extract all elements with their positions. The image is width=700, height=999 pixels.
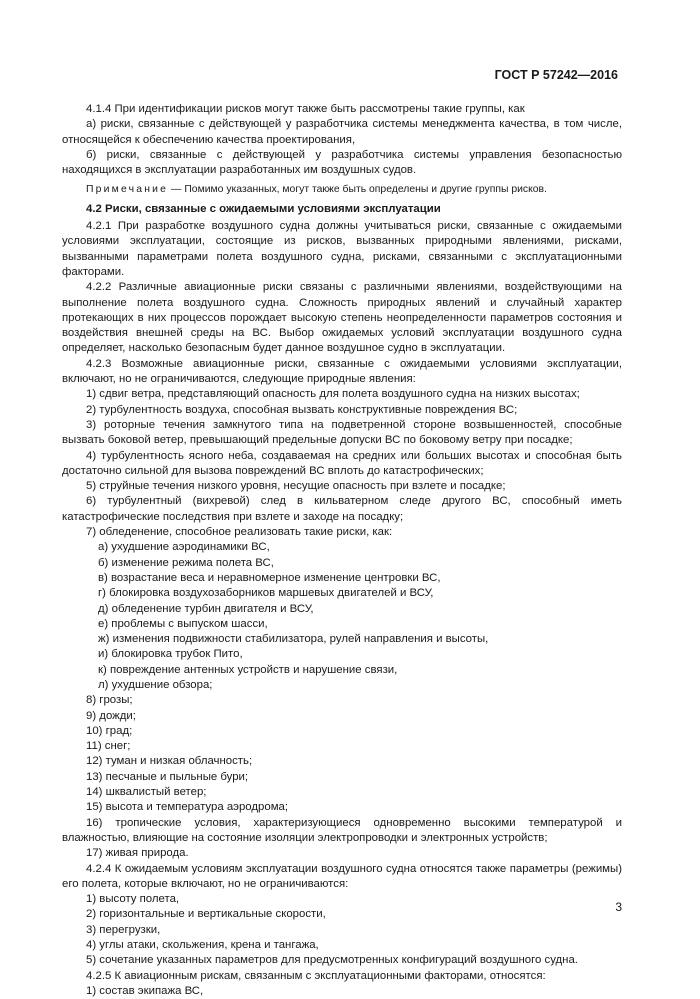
note-text: — Помимо указанных, могут также быть определены и другие группы рисков. — [168, 184, 547, 196]
sublist-item: б) изменение режима полета ВС, — [98, 556, 274, 569]
list-item: 11) снег; — [86, 740, 131, 753]
paragraph-4-2-1: 4.2.1 При разработке воздушного судна должны учитываться риски, связанные с ожидаемыми условиями эксплуатации, состоящие из рисков, вызванных природными явлениями, рисками, вызванными параметрами полета воздушного судна, рисками, связанными с эксплуатационными факторами. — [62, 220, 622, 278]
list-item: 14) шквалистый ветер; — [86, 786, 207, 799]
page-number: 3 — [615, 900, 622, 914]
sublist-item: ж) изменения подвижности стабилизатора, рулей направления и высоты, — [98, 633, 489, 646]
list-item: 1) высоту полета, — [86, 893, 180, 906]
sublist-item: в) возрастание веса и неравномерное изменение центровки ВС, — [98, 571, 441, 584]
paragraph-4-1-4: 4.1.4 При идентификации рисков могут также быть рассмотрены такие группы, как — [86, 103, 525, 115]
list-item: 5) сочетание указанных параметров для предусмотренных конфигураций воздушного судна. — [86, 954, 578, 967]
list-item: 4) углы атаки, скольжения, крена и тангажа, — [86, 939, 319, 952]
sublist-item: к) повреждение антенных устройств и нарушение связи, — [98, 663, 398, 676]
list-item: 6) турбулентный (вихревой) след в кильватерном следе другого ВС, способный иметь катастрофические последствия при взлете и заходе на посадку; — [62, 495, 622, 523]
sublist-item: л) ухудшение обзора; — [98, 678, 213, 691]
list-item: 1) сдвиг ветра, представляющий опасность для полета воздушного судна на низких высотах; — [86, 388, 580, 401]
list-item: 12) туман и низкая облачность; — [86, 755, 253, 768]
paragraph-4-2-4: 4.2.4 К ожидаемым условиям эксплуатации воздушного судна относятся также параметры (режимы) его полета, которые включают, но не ограничиваются: — [62, 862, 622, 890]
paragraph-4-2-2: 4.2.2 Различные авиационные риски связаны с различными явлениями, воздействующими на выполнение полета воздушного судна. Сложность природных явлений и случайный характер протекающих в них процессов порождает высокую степень неопределенности параметров состояния и воздействия внешней среды на ВС. Выбор ожидаемых условий эксплуатации воздушного судна определяет, насколько безопасным будет данное воздушное судно в эксплуатации. — [62, 281, 622, 355]
list-item: 1) состав экипажа ВС, — [86, 984, 204, 997]
paragraph-4-2-5: 4.2.5 К авиационным рискам, связанным с эксплуатационными факторами, относятся: — [86, 969, 546, 982]
sublist-item: и) блокировка трубок Пито, — [98, 648, 243, 661]
list-item: 2) турбулентность воздуха, способная вызвать конструктивные повреждения ВС; — [86, 403, 518, 416]
list-item: 13) песчаные и пыльные бури; — [86, 770, 249, 783]
list-item: 7) обледенение, способное реализовать такие риски, как: — [86, 526, 393, 539]
list-item: 16) тропические условия, характеризующиеся одновременно высокими температурой и влажностью, влияющие на состояние изоляции электропроводки и электронных устройств; — [62, 816, 622, 844]
list-item: 8) грозы; — [86, 694, 133, 707]
list-item: 3) роторные течения замкнутого типа на подветренной стороне возвышенностей, способные вызвать боковой ветер, превышающий предельные допуски ВС по боковому ветру при посадке; — [62, 418, 622, 447]
list-item: 5) струйные течения низкого уровня, несущие опасность при взлете и посадке; — [86, 480, 506, 493]
document-header-code: ГОСТ Р 57242—2016 — [494, 68, 618, 82]
paragraph-4-1-4-b: б) риски, связанные с действующей у разработчика системы управления безопасностью находящихся в эксплуатации разработанных им воздушных судов. — [62, 148, 622, 177]
note-title: Примечание — [86, 184, 169, 196]
list-item: 10) град; — [86, 724, 133, 737]
paragraph-4-1-4-a: а) риски, связанные с действующей у разработчика системы менеджмента качества, в том числе, относящейся к обеспечению качества проектирования, — [62, 118, 622, 146]
paragraph-4-2-3: 4.2.3 Возможные авиационные риски, связанные с ожидаемыми условиями эксплуатации, включают, но не ограничиваются, следующие природные явления: — [62, 357, 622, 386]
note — [62, 182, 622, 197]
list-item: 2) горизонтальные и вертикальные скорости, — [86, 908, 326, 921]
sublist-item: а) ухудшение аэродинамики ВС, — [98, 541, 270, 554]
list-item: 4) турбулентность ясного неба, создаваемая на средних или больших высотах и способная быть достаточно сильной для вызова повреждений ВС вплоть до катастрофических; — [62, 449, 622, 477]
sublist-item: д) обледенение турбин двигателя и ВСУ, — [98, 602, 314, 615]
list-item: 15) высота и температура аэродрома; — [86, 801, 289, 814]
sublist-item: г) блокировка воздухозаборников маршевых двигателей и ВСУ, — [98, 587, 434, 600]
document-body — [62, 102, 622, 999]
list-item: 9) дожди; — [86, 709, 136, 722]
list-item: 3) перегрузки, — [86, 923, 161, 936]
sublist-item: е) проблемы с выпуском шасси, — [98, 617, 268, 630]
section-heading-4-2: 4.2 Риски, связанные с ожидаемыми условиями эксплуатации — [86, 202, 441, 215]
list-item: 17) живая природа. — [86, 847, 189, 860]
